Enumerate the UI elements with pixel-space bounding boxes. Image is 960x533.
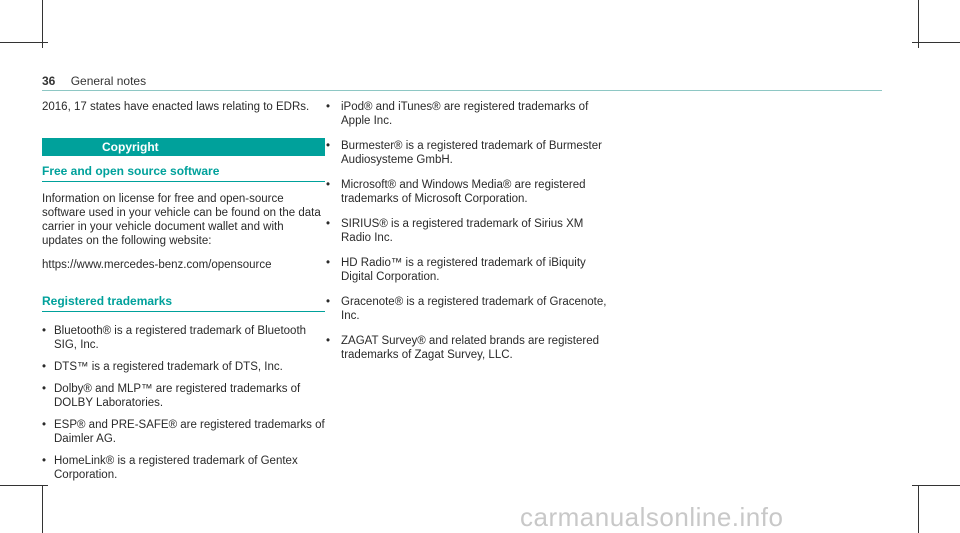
list-item: • HomeLink® is a registered trademark of Gentex Corporation. bbox=[42, 454, 325, 482]
opensource-link[interactable]: https://www.mercedes-benz.com/opensource bbox=[42, 259, 272, 271]
list-item: • Dolby® and MLP™ are registered trademarks of DOLBY Laboratories. bbox=[42, 382, 325, 410]
list-item: • Gracenote® is a registered trademark of Gracenote, Inc. bbox=[326, 295, 616, 323]
trademarks-subheading: Registered trademarks bbox=[42, 294, 325, 312]
crop-mark bbox=[0, 485, 48, 486]
crop-mark bbox=[42, 0, 43, 48]
crop-mark bbox=[918, 0, 919, 48]
crop-mark bbox=[912, 42, 960, 43]
foss-paragraph: Information on license for free and open-source software used in your vehicle can be found on the data carrier in your vehicle document wallet and with updates on the following website: bbox=[42, 193, 321, 247]
copyright-heading: Copyright bbox=[42, 138, 325, 156]
foss-subheading: Free and open source software bbox=[42, 164, 325, 182]
trademarks-list-right bbox=[326, 100, 616, 362]
list-item: • Microsoft® and Windows Media® are registered trademarks of Microsoft Corporation. bbox=[326, 178, 616, 206]
trademarks-list-left bbox=[42, 324, 325, 482]
crop-mark bbox=[0, 42, 48, 43]
list-item: • DTS™ is a registered trademark of DTS, Inc. bbox=[42, 360, 325, 374]
watermark: carmanualsonline.info bbox=[520, 502, 784, 532]
list-item: • SIRIUS® is a registered trademark of Sirius XM Radio Inc. bbox=[326, 217, 616, 245]
intro-paragraph: 2016, 17 states have enacted laws relating to EDRs. bbox=[42, 101, 310, 113]
list-item: • iPod® and iTunes® are registered trademarks of Apple Inc. bbox=[326, 100, 616, 128]
crop-mark bbox=[918, 485, 919, 533]
crop-mark bbox=[42, 485, 43, 533]
page-number: 36 bbox=[42, 74, 56, 88]
page-section-title: General notes bbox=[70, 74, 147, 88]
list-item: • HD Radio™ is a registered trademark of iBiquity Digital Corporation. bbox=[326, 256, 616, 284]
list-item: • ESP® and PRE-SAFE® are registered trademarks of Daimler AG. bbox=[42, 418, 325, 446]
right-column bbox=[326, 100, 616, 373]
list-item: • Burmester® is a registered trademark of Burmester Audiosysteme GmbH. bbox=[326, 139, 616, 167]
list-item: • ZAGAT Survey® and related brands are registered trademarks of Zagat Survey, LLC. bbox=[326, 334, 616, 362]
list-item: • Bluetooth® is a registered trademark of Bluetooth SIG, Inc. bbox=[42, 324, 325, 352]
crop-mark bbox=[912, 485, 960, 486]
header-divider bbox=[42, 90, 882, 91]
left-column bbox=[42, 100, 325, 490]
page-header bbox=[42, 74, 146, 88]
